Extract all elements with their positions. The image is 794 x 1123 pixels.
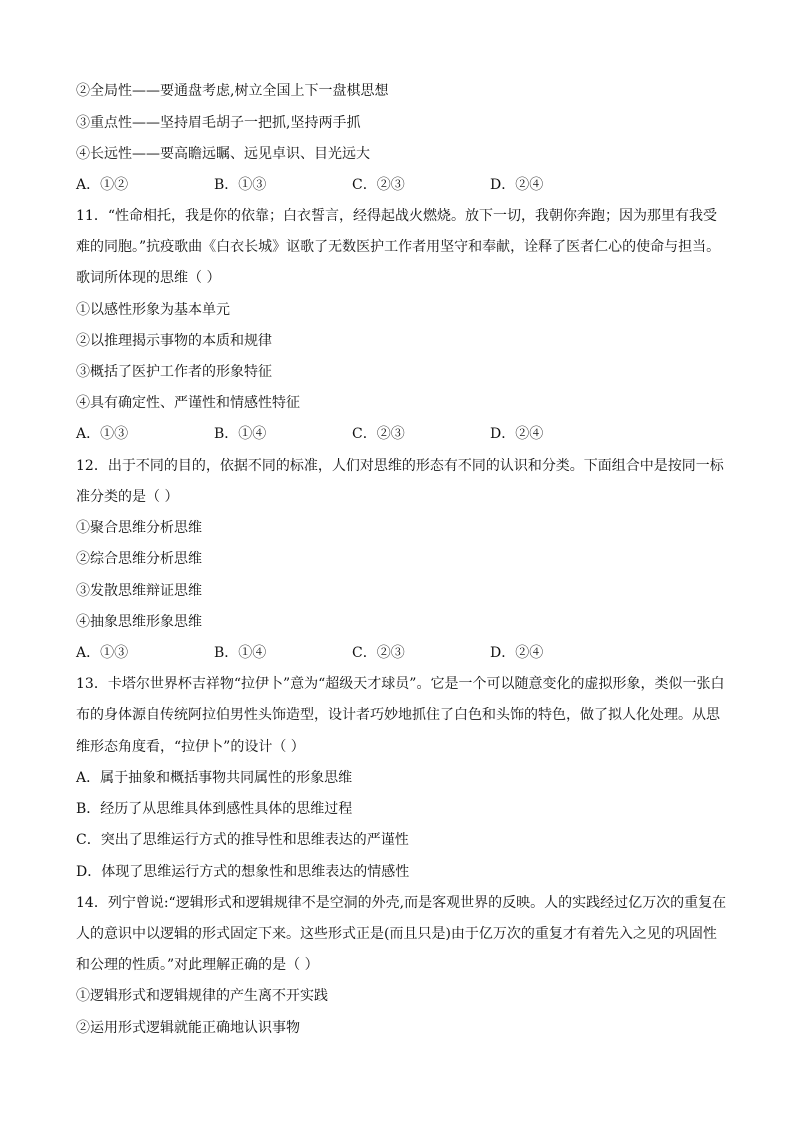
q10-option-b[interactable]: B．①③ — [214, 177, 267, 193]
q12-option-b[interactable]: B．①④ — [214, 645, 267, 661]
q11-stem-line-3: 歌词所体现的思维（ ） — [76, 270, 221, 286]
q10-item-3: ③重点性——坚持眉毛胡子一把抓,坚持两手抓 — [76, 115, 361, 131]
q11-option-d[interactable]: D．②④ — [490, 426, 544, 442]
q13-stem-line-3: 维形态角度看，“拉伊卜”的设计（ ） — [76, 739, 305, 755]
q11-option-a[interactable]: A．①③ — [76, 426, 129, 442]
q12-option-c[interactable]: C．②③ — [352, 645, 405, 661]
q11-item-4: ④具有确定性、严谨性和情感性特征 — [76, 395, 300, 411]
q12-option-d[interactable]: D．②④ — [490, 645, 544, 661]
q11-option-c[interactable]: C．②③ — [352, 426, 405, 442]
q11-item-2: ②以推理揭示事物的本质和规律 — [76, 333, 272, 349]
q10-options — [76, 175, 724, 195]
q13-stem-line-2: 布的身体源自传统阿拉伯男性头饰造型，设计者巧妙地抓住了白色和头饰的特色，做了拟人化处理。从思 — [76, 707, 720, 723]
q11-item-3: ③概括了医护工作者的形象特征 — [76, 364, 272, 380]
q13-choice-b[interactable]: B．经历了从思维具体到感性具体的思维过程 — [76, 801, 353, 817]
q11-stem-line-1: 11．“性命相托，我是你的依靠；白衣誓言，经得起战火燃烧。放下一切，我朝你奔跑；因为那里有我受 — [76, 208, 717, 224]
q11-item-1: ①以感性形象为基本单元 — [76, 302, 230, 318]
q13-stem-line-1: 13．卡塔尔世界杯吉祥物“拉伊卜”意为“超级天才球员”。它是一个可以随意变化的虚拟形象，类似一张白 — [76, 676, 725, 692]
q14-item-2: ②运用形式逻辑就能正确地认识事物 — [76, 1020, 300, 1036]
q14-stem-line-3: 和公理的性质。”对此理解正确的是（ ） — [76, 957, 319, 973]
q13-choice-c[interactable]: C．突出了思维运行方式的推导性和思维表达的严谨性 — [76, 832, 409, 848]
q11-option-b[interactable]: B．①④ — [214, 426, 267, 442]
q12-option-a[interactable]: A．①③ — [76, 645, 129, 661]
q11-options — [76, 424, 724, 444]
q10-option-a[interactable]: A．①② — [76, 177, 129, 193]
q12-stem-line-2: 准分类的是（ ） — [76, 489, 179, 505]
q12-stem-line-1: 12．出于不同的目的，依据不同的标准，人们对思维的形态有不同的认识和分类。下面组合中是按同一标 — [76, 458, 724, 474]
q12-item-4: ④抽象思维形象思维 — [76, 614, 202, 630]
q11-stem-line-2: 难的同胞。”抗疫歌曲《白衣长城》讴歌了无数医护工作者用坚守和奉献，诠释了医者仁心的使命与担当。 — [76, 239, 721, 255]
q13-choice-d[interactable]: D．体现了思维运行方式的想象性和思维表达的情感性 — [76, 864, 410, 880]
q14-item-1: ①逻辑形式和逻辑规律的产生离不开实践 — [76, 988, 328, 1004]
q14-stem-line-1: 14．列宁曾说:“逻辑形式和逻辑规律不是空洞的外壳,而是客观世界的反映。人的实践经过亿万次的重复在 — [76, 895, 727, 911]
q10-item-4: ④长远性——要高瞻远瞩、远见卓识、目光远大 — [76, 146, 370, 162]
q14-stem-line-2: 人的意识中以逻辑的形式固定下来。这些形式正是(而且只是)由于亿万次的重复才有着先入之见的巩固性 — [76, 926, 717, 942]
q12-item-1: ①聚合思维分析思维 — [76, 520, 202, 536]
q12-options — [76, 643, 724, 663]
q13-choice-a[interactable]: A．属于抽象和概括事物共同属性的形象思维 — [76, 770, 353, 786]
q10-item-2: ②全局性——要通盘考虑,树立全国上下一盘棋思想 — [76, 83, 389, 99]
q12-item-2: ②综合思维分析思维 — [76, 551, 202, 567]
q10-option-d[interactable]: D．②④ — [490, 177, 544, 193]
q10-option-c[interactable]: C．②③ — [352, 177, 405, 193]
q12-item-3: ③发散思维辩证思维 — [76, 583, 202, 599]
